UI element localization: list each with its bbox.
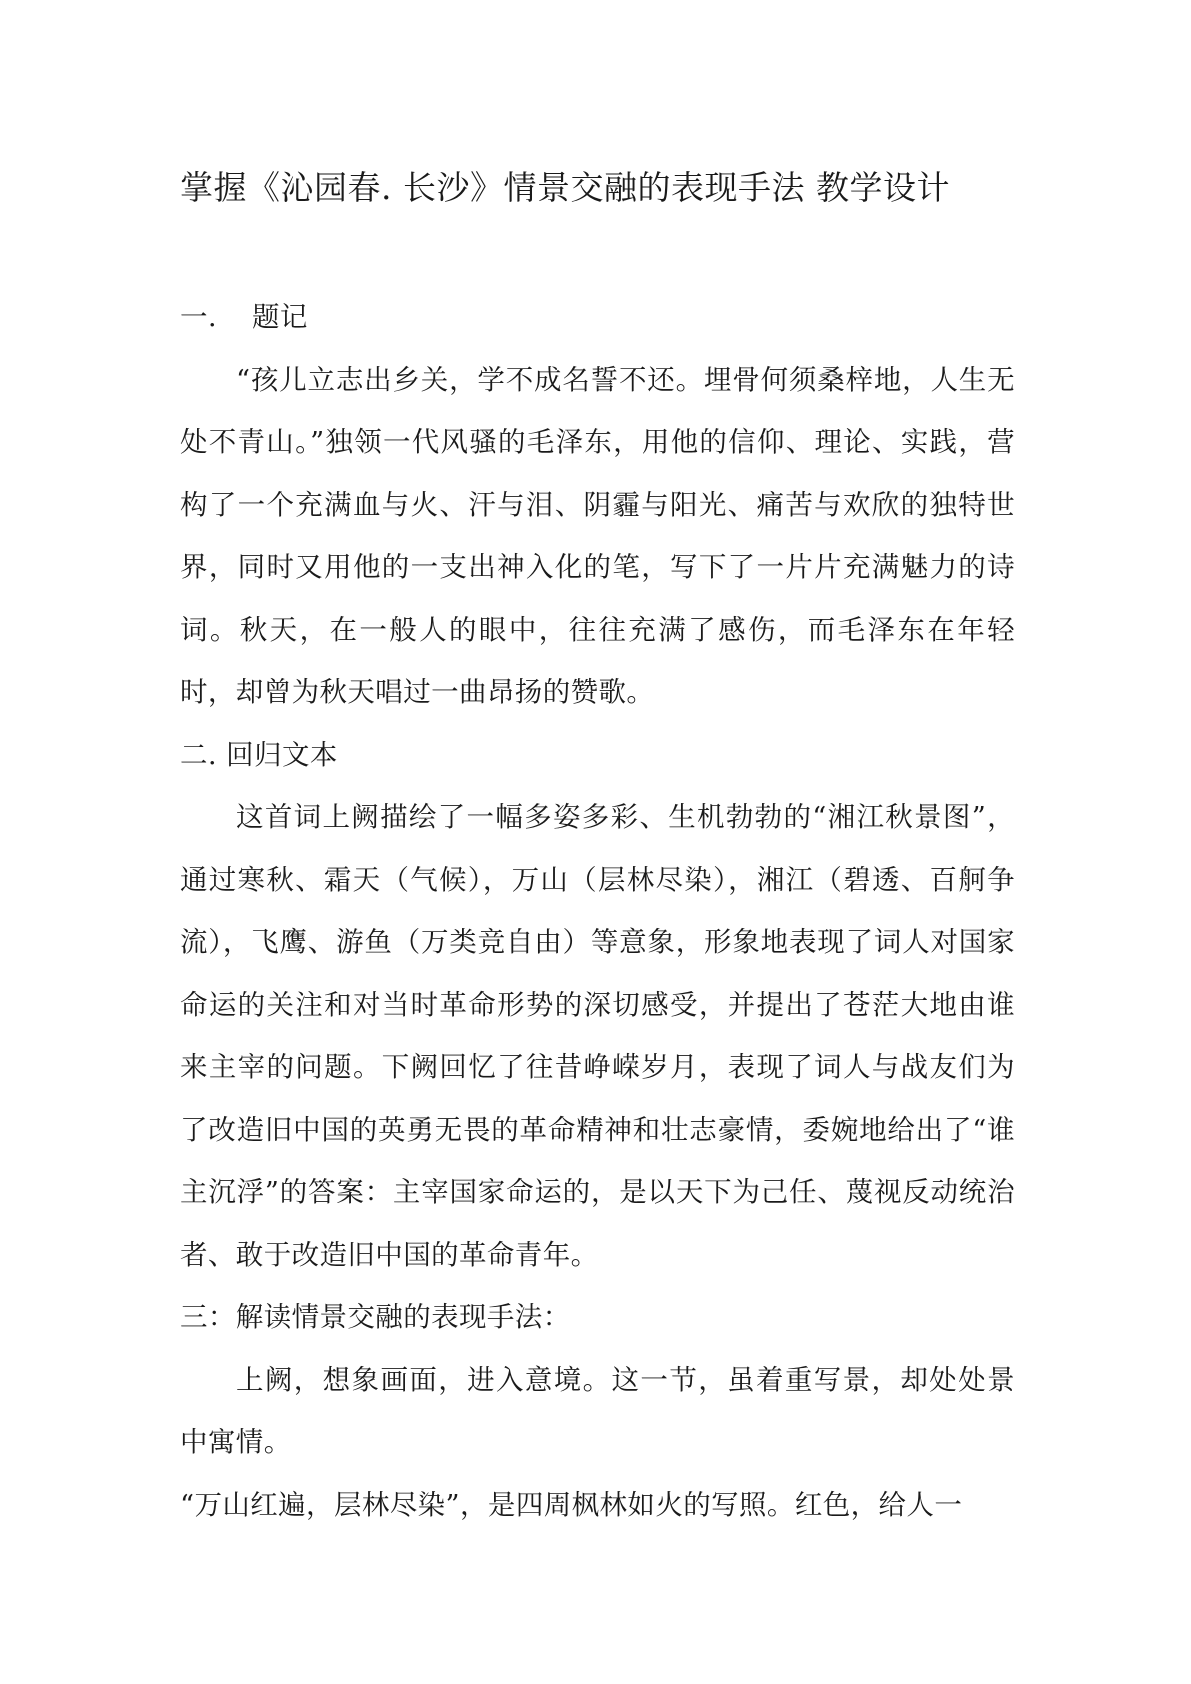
- section-heading-3: 三：解读情景交融的表现手法：: [180, 1301, 571, 1333]
- paragraph: “万山红遍，层林尽染”，是四周枫林如火的写照。红色，给人一: [180, 1488, 963, 1521]
- paragraph: 这首词上阙描绘了一幅多姿多彩、生机勃勃的“湘江秋景图”，通过寒秋、霜天（气候），万山（层林尽染），湘江（碧透、百舸争流），飞鹰、游鱼（万类竞自由）等意象，形象地表现了词人对国家命运的关注和对当时革命形势的深切感受，并提出了苍茫大地由谁来主宰的问题。下阙回忆了往昔峥嵘岁月，表现了词人与战友们为了改造旧中国的英勇无畏的革命精神和壮志豪情，委婉地给出了“谁主沉浮”的答案：主宰国家命运的，是以天下为己任、蔑视反动统治者、敢于改造旧中国的革命青年。: [180, 801, 1015, 1271]
- document-body: [180, 286, 1015, 1536]
- paragraph: “孩儿立志出乡关，学不成名誓不还。埋骨何须桑梓地，人生无处不青山。”独领一代风骚的毛泽东，用他的信仰、理论、实践，营构了一个充满血与火、汗与泪、阴霾与阳光、痛苦与欢欣的独特世界，同时又用他的一支出神入化的笔，写下了一片片充满魅力的诗词。秋天，在一般人的眼中，往往充满了感伤，而毛泽东在年轻时，却曾为秋天唱过一曲昂扬的赞歌。: [180, 363, 1015, 708]
- document-title: 掌握《沁园春. 长沙》情景交融的表现手法 教学设计: [180, 168, 950, 207]
- section-title: 题记: [252, 301, 308, 333]
- section-number: 一.: [180, 301, 218, 333]
- paragraph: 上阙，想象画面，进入意境。这一节，虽着重写景，却处处景中寓情。: [180, 1363, 1015, 1458]
- section-heading-2: 二. 回归文本: [180, 738, 338, 771]
- section-heading-1: [180, 286, 1015, 349]
